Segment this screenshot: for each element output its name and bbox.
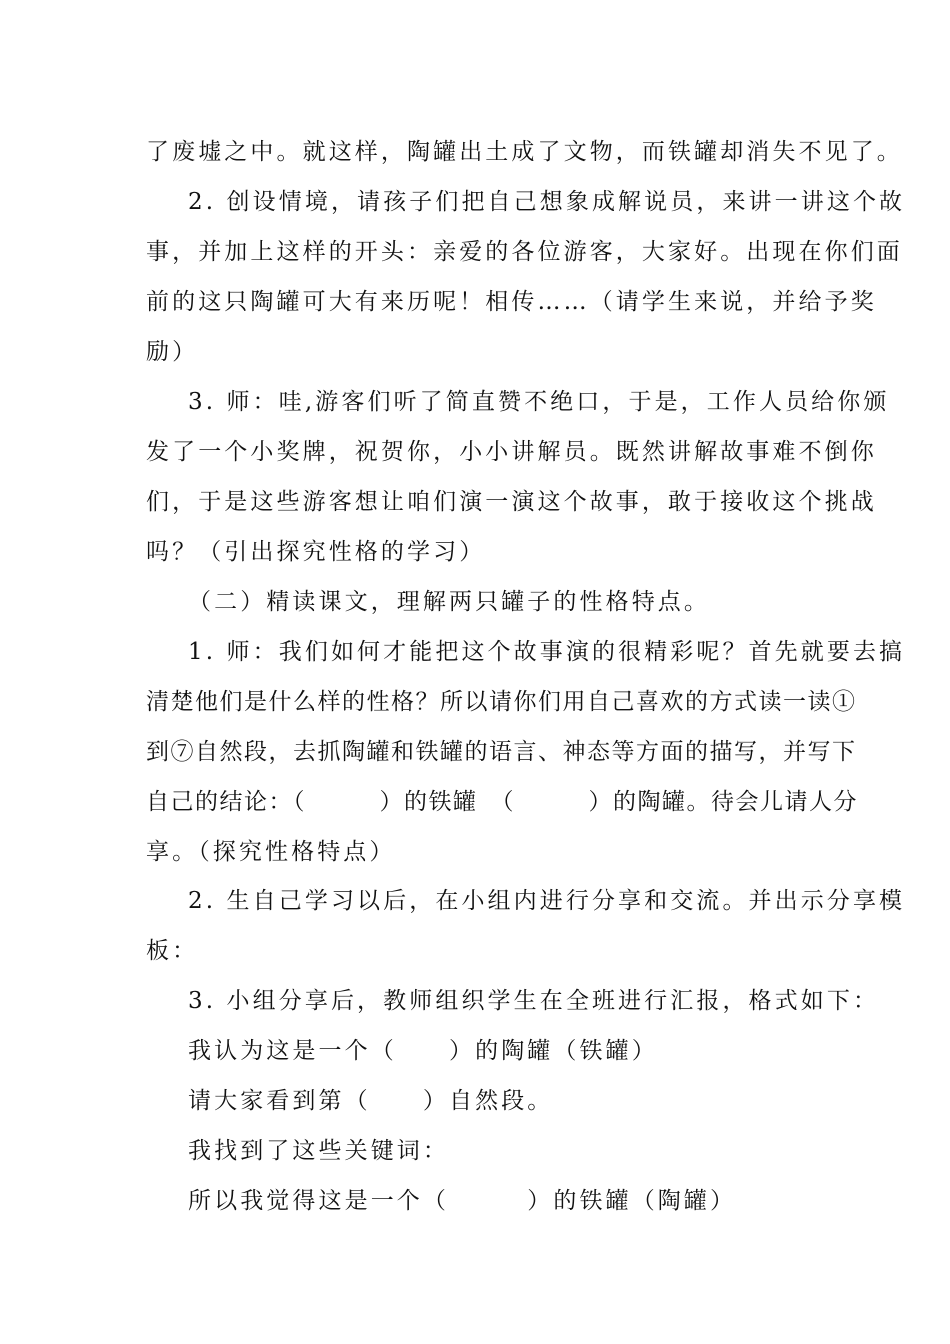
text-line: 2. 生自己学习以后，在小组内进行分享和交流。并出示分享模 (188, 888, 906, 914)
text-line: 励） (146, 339, 199, 365)
text-line: 发了一个小奖牌，祝贺你，小小讲解员。既然讲解故事难不倒你 (146, 439, 877, 465)
text-line: 3. 师：哇,游客们听了简直赞不绝口，于是，工作人员给你颁 (188, 389, 890, 415)
template-line: 我认为这是一个（ ）的陶罐（铁罐） (188, 1038, 658, 1064)
text-line: 享。（探究性格特点） (146, 839, 396, 865)
template-line: 请大家看到第（ ）自然段。 (188, 1088, 554, 1114)
section-heading: （二）精读课文，理解两只罐子的性格特点。 (188, 589, 710, 615)
template-line: 所以我觉得这是一个（ ）的铁罐（陶罐） (188, 1188, 737, 1214)
template-line: 我找到了这些关键词： (188, 1138, 449, 1164)
text-line: 们，于是这些游客想让咱们演一演这个故事，敢于接收这个挑战 (146, 489, 877, 515)
text-line: 到⑦自然段，去抓陶罐和铁罐的语言、神态等方面的描写，并写下 (146, 739, 857, 765)
text-line: 前的这只陶罐可大有来历呢！相传……（请学生来说，并给予奖 (146, 289, 877, 315)
text-line: 1. 师：我们如何才能把这个故事演的很精彩呢？首先就要去搞 (188, 639, 906, 665)
text-line: 清楚他们是什么样的性格？所以请你们用自己喜欢的方式读一读① (146, 689, 857, 715)
text-line: 吗？（引出探究性格的学习） (146, 539, 486, 565)
text-line: 板： (146, 938, 199, 964)
text-line: 3. 小组分享后，教师组织学生在全班进行汇报，格式如下： (188, 988, 880, 1014)
text-line: 了废墟之中。就这样，陶罐出土成了文物，而铁罐却消失不见了。 (146, 139, 903, 165)
text-line: 事，并加上这样的开头：亲爱的各位游客，大家好。出现在你们面 (146, 239, 903, 265)
text-line: 2. 创设情境，请孩子们把自己想象成解说员，来讲一讲这个故 (188, 189, 906, 215)
text-line: 自己的结论：（ ）的铁罐 （ ）的陶罐。待会儿请人分 (146, 789, 858, 815)
